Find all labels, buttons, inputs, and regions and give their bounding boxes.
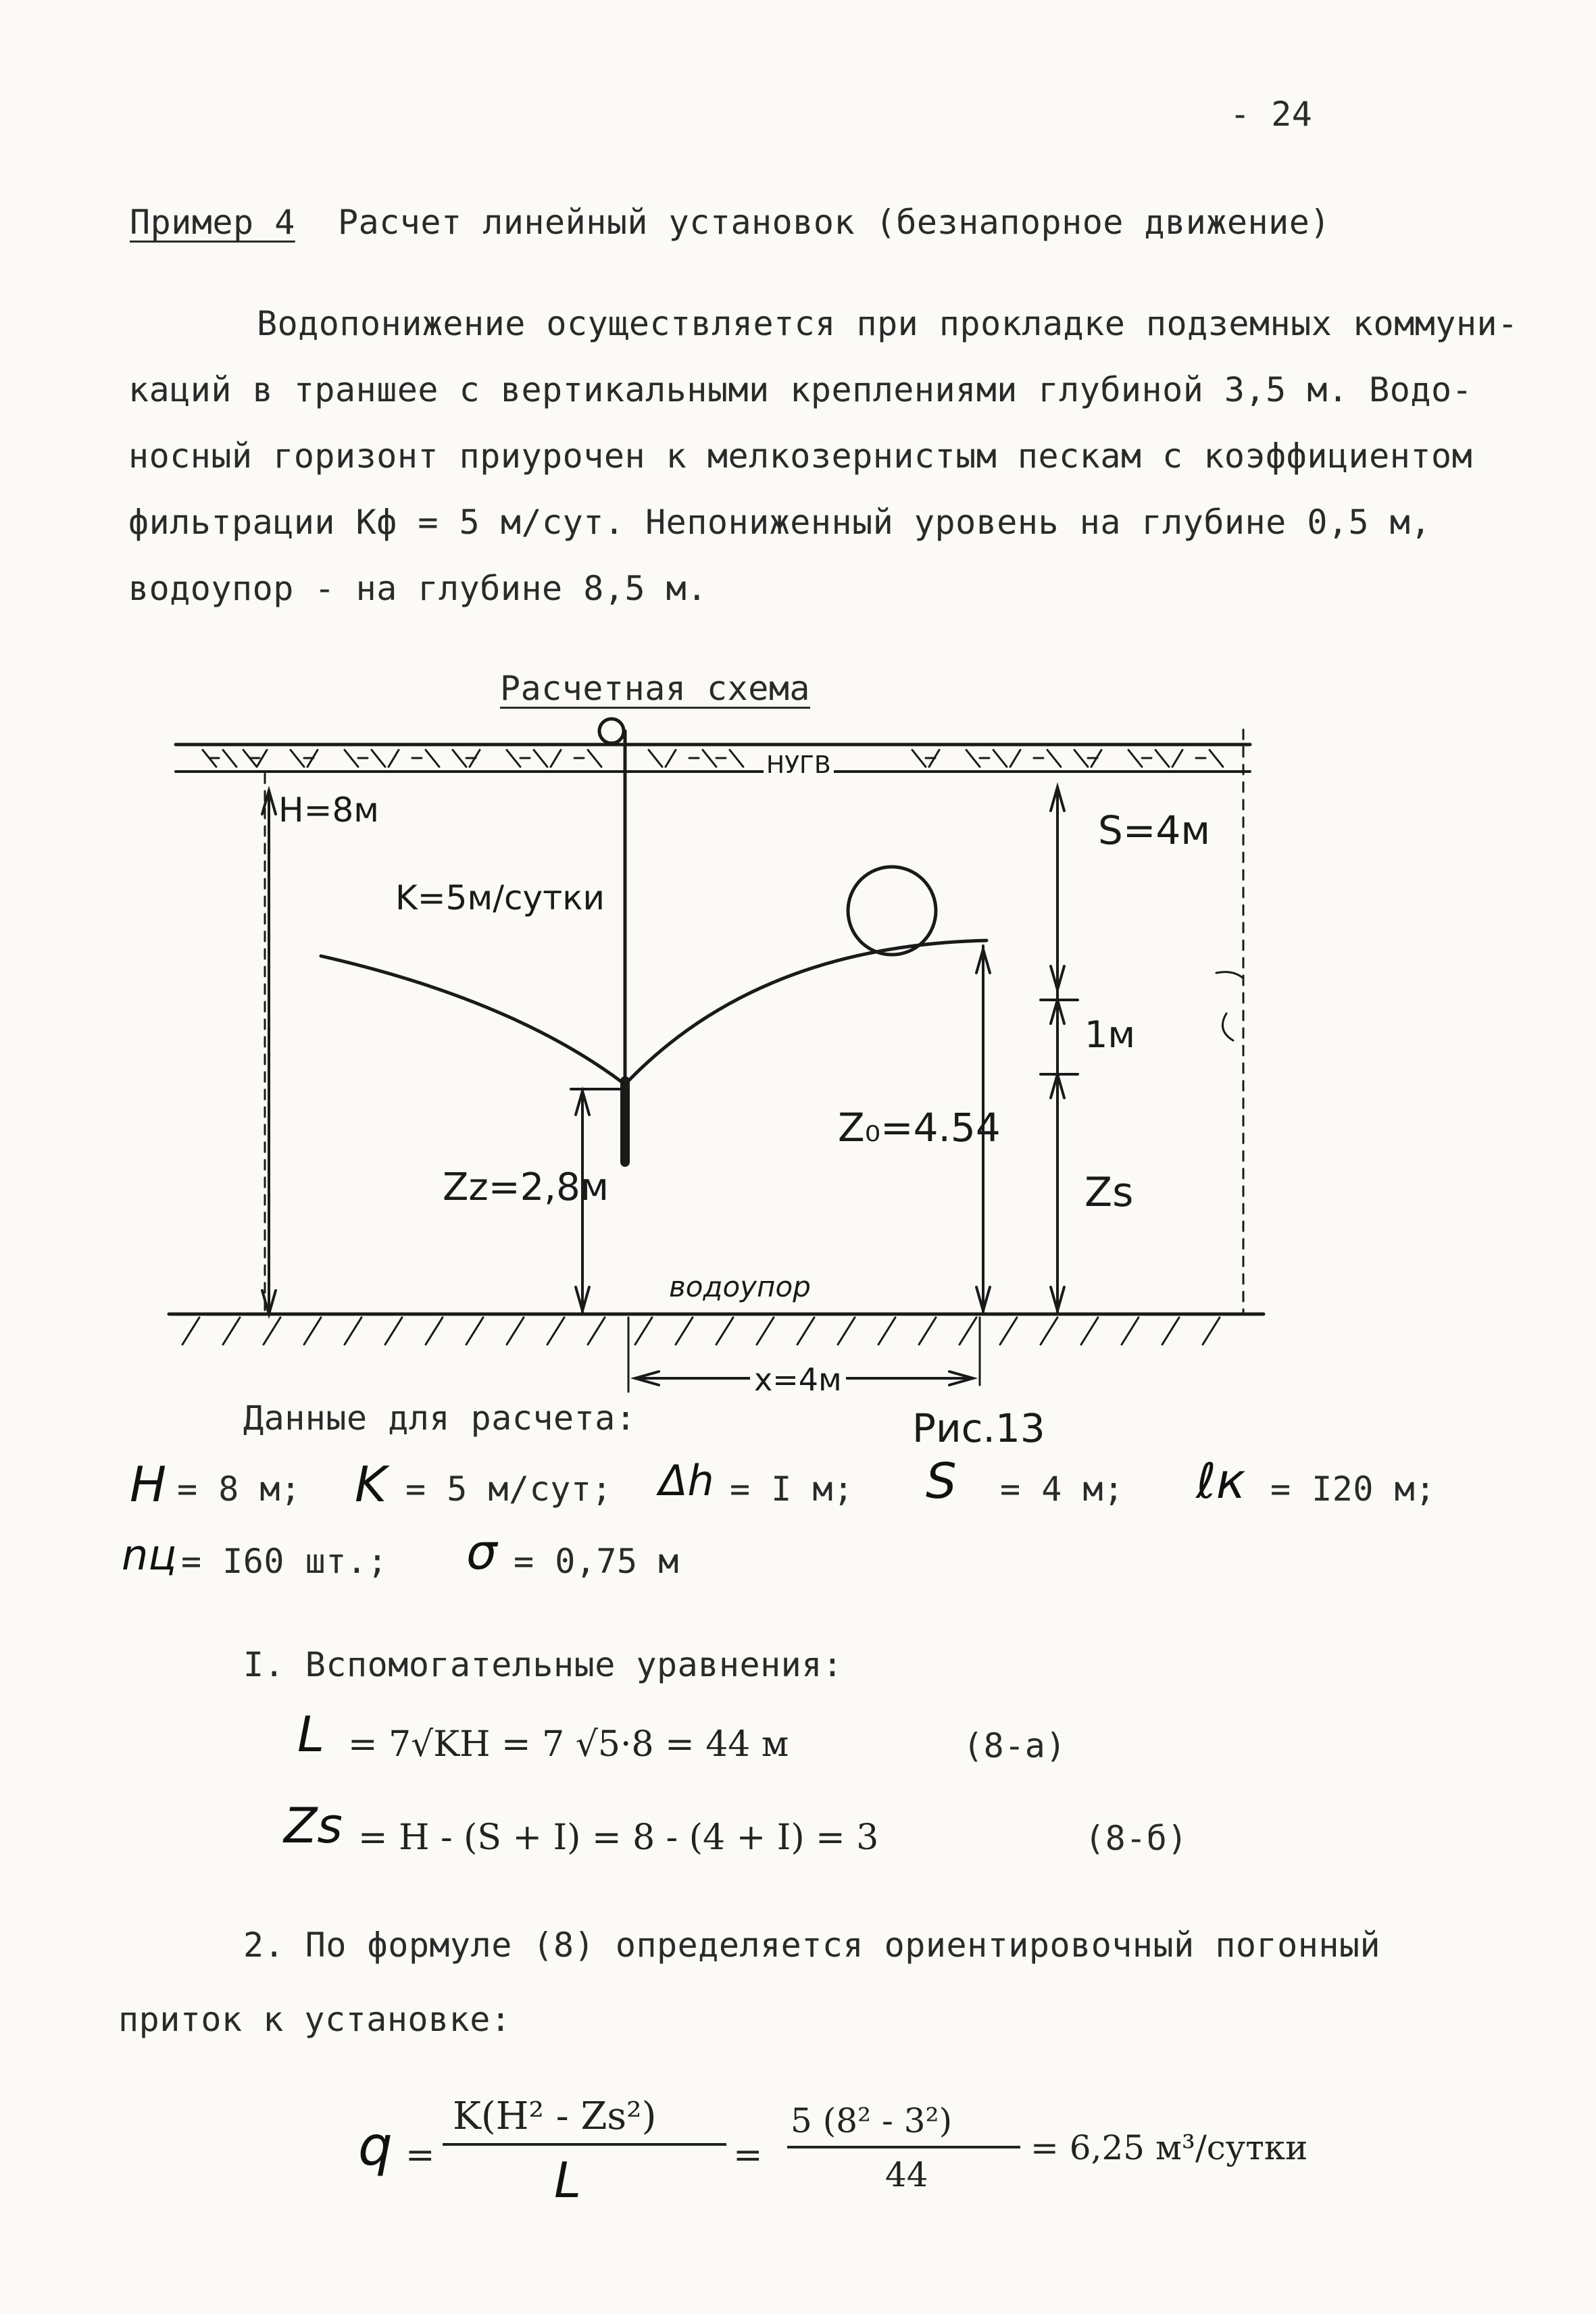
eq-a-body: = 7√KH = 7 √5·8 = 44 м <box>348 1724 789 1765</box>
intro-line-4: фильтрации Кф = 5 м/сут. Непониженный уровень на глубине 0,5 м, <box>128 503 1431 542</box>
val-dh: = I м; <box>730 1469 854 1509</box>
page-number: - 24 <box>1230 95 1313 134</box>
aquiclude-label: водоупор <box>669 1270 811 1303</box>
var-dh: Δh <box>659 1456 714 1505</box>
var-k: K <box>355 1456 387 1513</box>
figure-caption: Рис.13 <box>912 1405 1045 1451</box>
section2-line2: приток к установке: <box>118 2000 512 2039</box>
formula-num1: K(H² - Zs²) <box>453 2094 657 2138</box>
var-sigma: σ <box>466 1524 497 1580</box>
zz-label: Zz=2,8м <box>443 1165 609 1209</box>
scheme-title: Расчетная схема <box>500 669 811 708</box>
s-label: S=4м <box>1098 807 1211 853</box>
formula-q: q <box>358 2115 393 2178</box>
val-lk: = I20 м; <box>1270 1469 1436 1509</box>
surface-label: НУГВ <box>764 751 834 779</box>
formula-eq2: = <box>733 2135 763 2175</box>
formula-bar1 <box>443 2143 726 2146</box>
formula-result: = 6,25 м³/сутки <box>1030 2128 1308 2167</box>
formula-den2: 44 <box>885 2155 928 2194</box>
var-lk: ℓк <box>1196 1453 1246 1509</box>
val-k: = 5 м/сут; <box>405 1469 613 1509</box>
section1-title: I. Вспомогательные уравнения: <box>243 1645 843 1684</box>
val-n: = I60 шт.; <box>181 1542 389 1581</box>
val-s: = 4 м; <box>1000 1469 1124 1509</box>
val-h: = 8 м; <box>177 1469 301 1509</box>
val-sigma: = 0,75 м <box>514 1542 679 1581</box>
h-label: H=8м <box>278 790 380 830</box>
intro-line-1: Водопонижение осуществляется при прокладке подземных коммуни- <box>257 304 1518 343</box>
k-label: K=5м/сутки <box>395 878 605 917</box>
formula-bar2 <box>787 2146 1020 2148</box>
formula-num2: 5 (8² - 3²) <box>791 2101 953 2140</box>
intro-line-5: водоупор - на глубине 8,5 м. <box>128 569 707 608</box>
section2-line1: 2. По формуле (8) определяется ориентировочный погонный <box>243 1926 1381 1965</box>
formula-eq1: = <box>405 2135 435 2175</box>
eq-a-ref: (8-а) <box>963 1726 1067 1765</box>
eq-a-lhs: L <box>297 1706 325 1763</box>
example-title: Расчет линейный установок (безнапорное движение) <box>338 203 1330 242</box>
var-s: S <box>926 1453 957 1509</box>
eq-b-ref: (8-б) <box>1084 1819 1189 1858</box>
formula-den1: L <box>554 2152 582 2209</box>
one-meter-label: 1м <box>1084 1013 1136 1056</box>
intro-line-2: каций в траншее с вертикальными креплениями глубиной 3,5 м. Водо- <box>128 370 1473 409</box>
x-label: x=4м <box>750 1361 846 1398</box>
eq-b-lhs: Zs <box>284 1797 343 1854</box>
eq-b-body: = H - (S + I) = 8 - (4 + I) = 3 <box>358 1817 879 1858</box>
var-h: H <box>130 1456 167 1513</box>
data-heading: Данные для расчета: <box>243 1399 637 1438</box>
intro-line-3: носный горизонт приурочен к мелкозернистым пескам с коэффициентом <box>128 436 1473 476</box>
z0-label: Z₀=4.54 <box>838 1105 1001 1151</box>
example-label: Пример 4 <box>130 203 295 242</box>
var-n: nц <box>122 1530 177 1580</box>
zs-label: Zs <box>1084 1169 1134 1216</box>
